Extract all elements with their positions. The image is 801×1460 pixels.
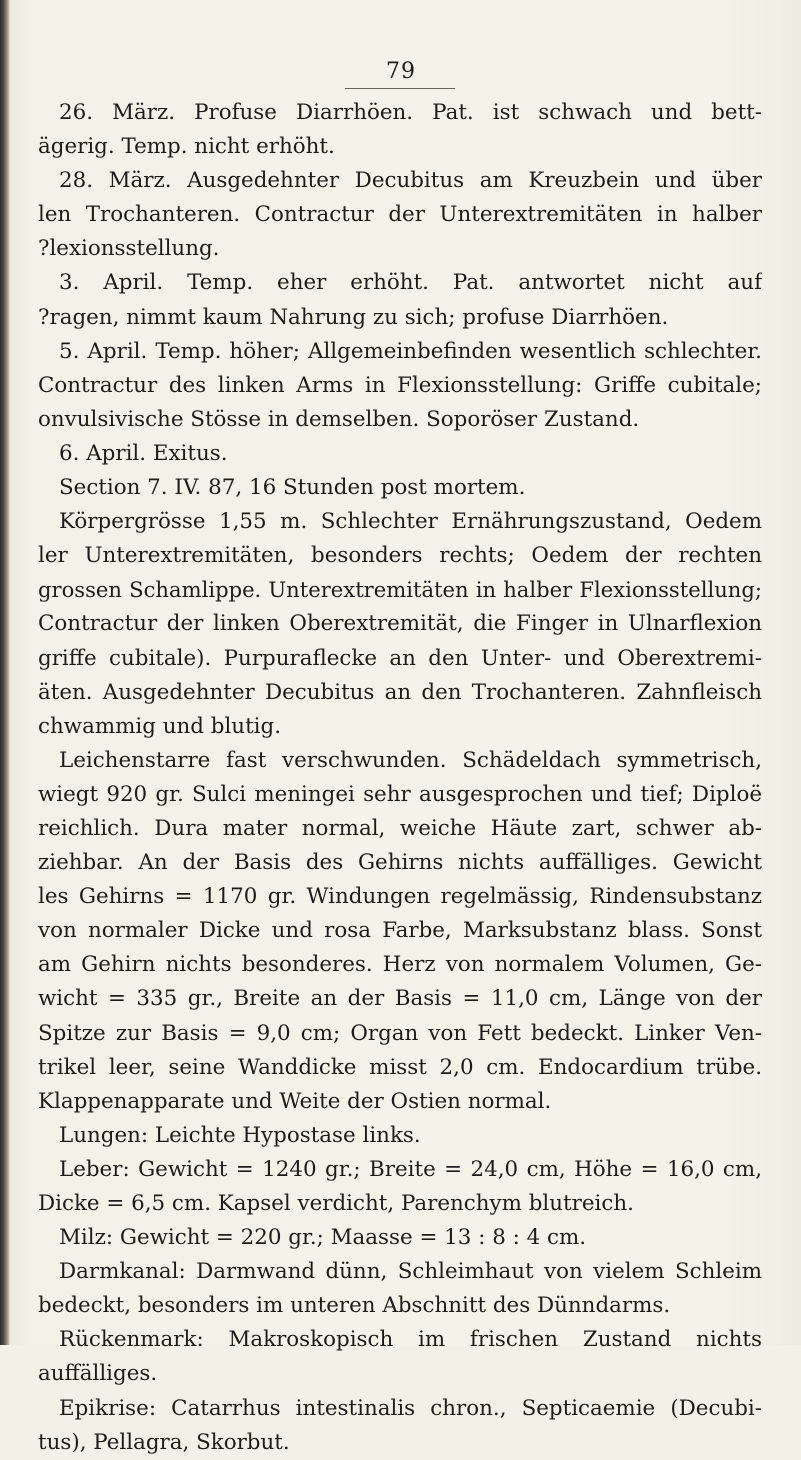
- text-line: len Trochanteren. Contractur der Unterextremitäten in halber: [38, 202, 762, 228]
- text-line: Milz: Gewicht = 220 gr.; Maasse = 13 : 8 : 4 cm.: [59, 1225, 587, 1251]
- text-line: 28. März. Ausgedehnter Decubitus am Kreuzbein und über: [59, 168, 762, 194]
- text-line: wicht = 335 gr., Breite an der Basis = 11,0 cm, Länge von der: [38, 986, 762, 1012]
- text-line: Klappenapparate und Weite der Ostien normal.: [38, 1088, 552, 1114]
- text-line: reichlich. Dura mater normal, weiche Häute zart, schwer ab-: [38, 815, 762, 841]
- text-line: Section 7. IV. 87, 16 Stunden post mortem.: [59, 475, 526, 501]
- text-line: ägerig. Temp. nicht erhöht.: [38, 134, 335, 160]
- text-line: ?lexionsstellung.: [38, 236, 220, 262]
- text-line: Contractur des linken Arms in Flexionsstellung: Griffe cubitale;: [38, 372, 762, 398]
- binding-edge: [0, 0, 10, 1345]
- text-line: Spitze zur Basis = 9,0 cm; Organ von Fett bedeckt. Linker Ven-: [38, 1020, 762, 1046]
- text-line: am Gehirn nichts besonderes. Herz von normalem Volumen, Ge-: [38, 952, 762, 978]
- text-line: Lungen: Leichte Hypostase links.: [59, 1122, 421, 1148]
- text-line: Leber: Gewicht = 1240 gr.; Breite = 24,0 cm, Höhe = 16,0 cm,: [59, 1156, 762, 1182]
- text-line: ?ragen, nimmt kaum Nahrung zu sich; profuse Diarrhöen.: [38, 304, 669, 330]
- page-number: 79: [386, 59, 416, 84]
- text-line: 6. April. Exitus.: [59, 440, 228, 466]
- text-line: trikel leer, seine Wanddicke misst 2,0 cm. Endocardium trübe.: [38, 1054, 762, 1080]
- text-line: onvulsivische Stösse in demselben. Soporöser Zustand.: [38, 406, 640, 432]
- text-line: ler Unterextremitäten, besonders rechts; Oedem der rechten: [38, 543, 762, 569]
- text-line: Rückenmark: Makroskopisch im frischen Zustand nichts: [59, 1327, 762, 1353]
- text-line: les Gehirns = 1170 gr. Windungen regelmässig, Rindensubstanz: [38, 884, 762, 910]
- text-body: [38, 96, 762, 1460]
- text-line: griffe cubitale). Purpuraflecke an den Unter- und Oberextremi-: [38, 645, 762, 671]
- page-number-rule: [345, 88, 455, 89]
- text-line: tus), Pellagra, Skorbut.: [38, 1429, 290, 1455]
- text-line: Contractur der linken Oberextremität, die Finger in Ulnarflexion: [38, 611, 762, 637]
- text-line: Leichenstarre fast verschwunden. Schädeldach symmetrisch,: [59, 747, 762, 773]
- text-line: äten. Ausgedehnter Decubitus an den Trochanteren. Zahnfleisch: [38, 679, 762, 705]
- text-line: ziehbar. An der Basis des Gehirns nichts auffälliges. Gewicht: [38, 850, 762, 876]
- text-line: grossen Schamlippe. Unterextremitäten in halber Flexionsstellung;: [38, 577, 762, 603]
- text-line: wiegt 920 gr. Sulci meningei sehr ausgesprochen und tief; Diploë: [38, 781, 762, 807]
- text-line: 26. März. Profuse Diarrhöen. Pat. ist schwach und bett-: [59, 100, 762, 125]
- text-line: 5. April. Temp. höher; Allgemeinbefinden wesentlich schlechter.: [59, 338, 762, 364]
- text-line: Epikrise: Catarrhus intestinalis chron., Septicaemie (Decubi-: [59, 1395, 762, 1421]
- text-line: 3. April. Temp. eher erhöht. Pat. antwortet nicht auf: [59, 270, 762, 296]
- text-line: Darmkanal: Darmwand dünn, Schleimhaut von vielem Schleim: [59, 1259, 762, 1285]
- text-line: Dicke = 6,5 cm. Kapsel verdicht, Parenchym blutreich.: [38, 1191, 634, 1216]
- text-line: bedeckt, besonders im unteren Abschnitt des Dünndarms.: [38, 1293, 671, 1319]
- text-line: auffälliges.: [38, 1361, 158, 1387]
- text-line: von normaler Dicke und rosa Farbe, Marksubstanz blass. Sonst: [38, 918, 762, 944]
- text-line: chwammig und blutig.: [38, 713, 282, 739]
- text-line: Körpergrösse 1,55 m. Schlechter Ernährungszustand, Oedem: [59, 509, 762, 535]
